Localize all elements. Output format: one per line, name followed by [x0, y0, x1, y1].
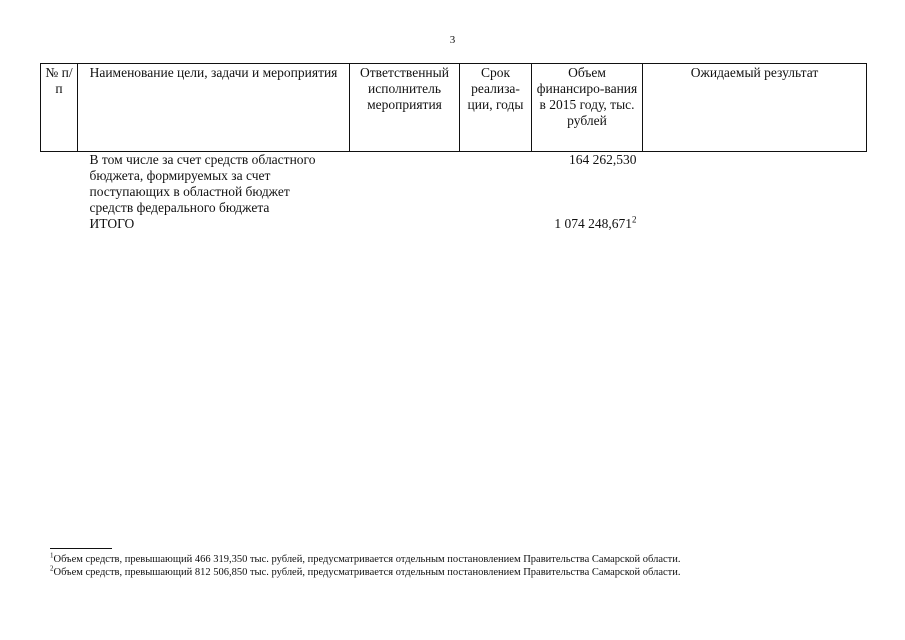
header-number: № п/п — [41, 64, 78, 152]
header-name: Наименование цели, задачи и мероприятия — [78, 64, 350, 152]
amount-value: 1 074 248,671 — [554, 216, 632, 231]
footnote — [50, 553, 870, 566]
header-period: Срок реализа-ции, годы — [460, 64, 532, 152]
row-description: ИТОГО — [89, 216, 135, 231]
footnotes — [50, 553, 870, 579]
financing-table — [40, 63, 867, 232]
header-executor: Ответственный исполнитель мероприятия — [350, 64, 460, 152]
row-amount — [532, 152, 643, 217]
header-result: Ожидаемый результат — [643, 64, 867, 152]
row-amount — [532, 216, 643, 232]
row-description: В том числе за счет средств областного бюджета, формируемых за счет поступающих в областной бюджет средств федерального бюджета — [89, 152, 316, 215]
header-financing: Объем финансиро-вания в 2015 году, тыс. рублей — [532, 64, 643, 152]
footnote-marker: 1 — [50, 551, 54, 560]
footnote-ref: 2 — [632, 214, 637, 225]
footnote-text: Объем средств, превышающий 466 319,350 тыс. рублей, предусматривается отдельным постановлением Правительства Самарской области. — [53, 554, 681, 565]
table-row-total — [41, 216, 867, 232]
footnote-separator — [50, 548, 112, 549]
footnote-text: Объем средств, превышающий 812 506,850 тыс. рублей, предусматривается отдельным постановлением Правительства Самарской области. — [53, 567, 681, 578]
amount-value: 164 262,530 — [569, 152, 637, 167]
table-row — [41, 152, 867, 217]
table-header-row — [41, 64, 867, 152]
footnote-marker: 2 — [50, 564, 54, 573]
page-number: 3 — [449, 34, 456, 46]
footnote — [50, 566, 870, 579]
